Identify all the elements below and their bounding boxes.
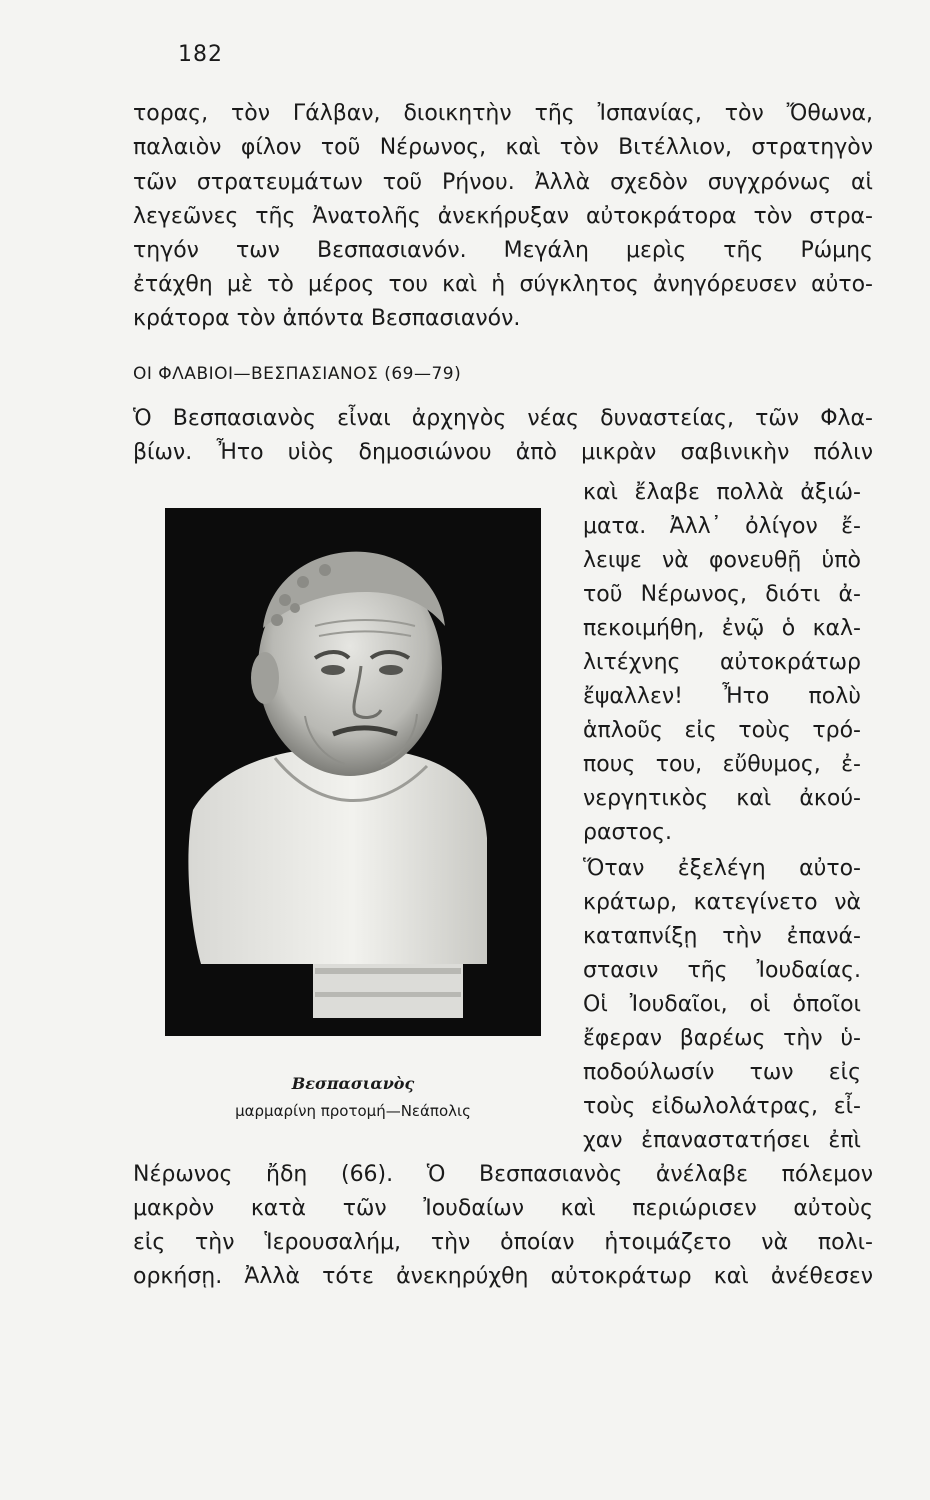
- text-line: χαν ἐπαναστατήσει ἐπὶ: [583, 1128, 861, 1153]
- text-line: ποδούλωσίν των εἰς: [583, 1060, 861, 1085]
- text-line: ἔφεραν βαρέως τὴν ὑ-: [583, 1026, 861, 1051]
- text-line: μακρὸν κατὰ τῶν Ἰουδαίων καὶ περιώρισεν αὐτοὺς: [133, 1196, 873, 1221]
- text-line: τοὺς εἰδωλολάτρας, εἶ-: [583, 1094, 861, 1119]
- text-line: ἐτάχθη μὲ τὸ μέρος του καὶ ἡ σύγκλητος ἀνηγόρευσεν αὐτο-: [133, 272, 873, 297]
- text-line: λεγεῶνες τῆς Ἀνατολῆς ἀνεκήρυξαν αὐτοκράτορα τὸν στρα-: [133, 204, 873, 229]
- text-line: ἁπλοῦς εἰς τοὺς τρό-: [583, 718, 861, 743]
- section-heading: ΟΙ ΦΛΑΒΙΟΙ—ΒΕΣΠΑΣΙΑΝΟΣ (69—79): [133, 364, 462, 384]
- text-line: στασιν τῆς Ἰουδαίας.: [583, 958, 861, 983]
- text-line: πεκοιμήθη, ἐνῷ ὁ καλ-: [583, 616, 861, 641]
- page-number: 182: [178, 42, 223, 67]
- text-line: παλαιὸν φίλον τοῦ Νέρωνος, καὶ τὸν Βιτέλλιον, στρατηγὸν: [133, 135, 873, 160]
- text-line: Οἱ Ἰουδαῖοι, οἱ ὁποῖοι: [583, 992, 861, 1017]
- text-line: ματα. Ἀλλ᾽ ὀλίγον ἔ-: [583, 514, 861, 539]
- text-line: καὶ ἔλαβε πολλὰ ἀξιώ-: [583, 480, 861, 505]
- bust-photograph: [165, 508, 541, 1036]
- text-line: καταπνίξῃ τὴν ἐπανά-: [583, 924, 861, 949]
- text-line: ορκήσῃ. Ἀλλὰ τότε ἀνεκηρύχθη αὐτοκράτωρ καὶ ἀνέθεσεν: [133, 1264, 873, 1289]
- text-line: τοῦ Νέρωνος, διότι ἀ-: [583, 582, 861, 607]
- text-line: Ὅταν ἐξελέγη αὐτο-: [583, 856, 861, 881]
- text-line: νεργητικὸς καὶ ἀκού-: [583, 786, 861, 811]
- text-line: τηγόν των Βεσπασιανόν. Μεγάλη μερὶς τῆς Ρώμης: [133, 238, 873, 263]
- text-line: βίων. Ἦτο υἱὸς δημοσιώνου ἀπὸ μικρὰν σαβινικὴν πόλιν: [133, 440, 873, 465]
- text-line: κράτορα τὸν ἀπόντα Βεσπασιανόν.: [133, 306, 521, 331]
- text-line: λιτέχνης αὐτοκράτωρ: [583, 650, 861, 675]
- text-line: Νέρωνος ἤδη (66). Ὁ Βεσπασιανὸς ἀνέλαβε πόλεμον: [133, 1162, 873, 1187]
- text-line: τορας, τὸν Γάλβαν, διοικητὴν τῆς Ἰσπανίας, τὸν Ὄθωνα,: [133, 101, 873, 126]
- text-line: τῶν στρατευμάτων τοῦ Ρήνου. Ἀλλὰ σχεδὸν συγχρόνως αἱ: [133, 170, 873, 195]
- text-line: εἰς τὴν Ἱερουσαλήμ, τὴν ὁποίαν ἡτοιμάζετο νὰ πολι-: [133, 1230, 873, 1255]
- text-line: λειψε νὰ φονευθῇ ὑπὸ: [583, 548, 861, 573]
- text-line: πους του, εὔθυμος, ἐ-: [583, 752, 861, 777]
- text-line: ραστος.: [583, 820, 673, 845]
- caption-title: Βεσπασιανὸς: [291, 1074, 415, 1093]
- text-line: Ὁ Βεσπασιανὸς εἶναι ἀρχηγὸς νέας δυναστείας, τῶν Φλα-: [133, 406, 873, 431]
- text-line: ἔψαλλεν! Ἦτο πολὺ: [583, 684, 861, 709]
- text-line: κράτωρ, κατεγίνετο νὰ: [583, 890, 861, 915]
- caption-subtitle: μαρμαρίνη προτομή—Νεάπολις: [235, 1102, 471, 1120]
